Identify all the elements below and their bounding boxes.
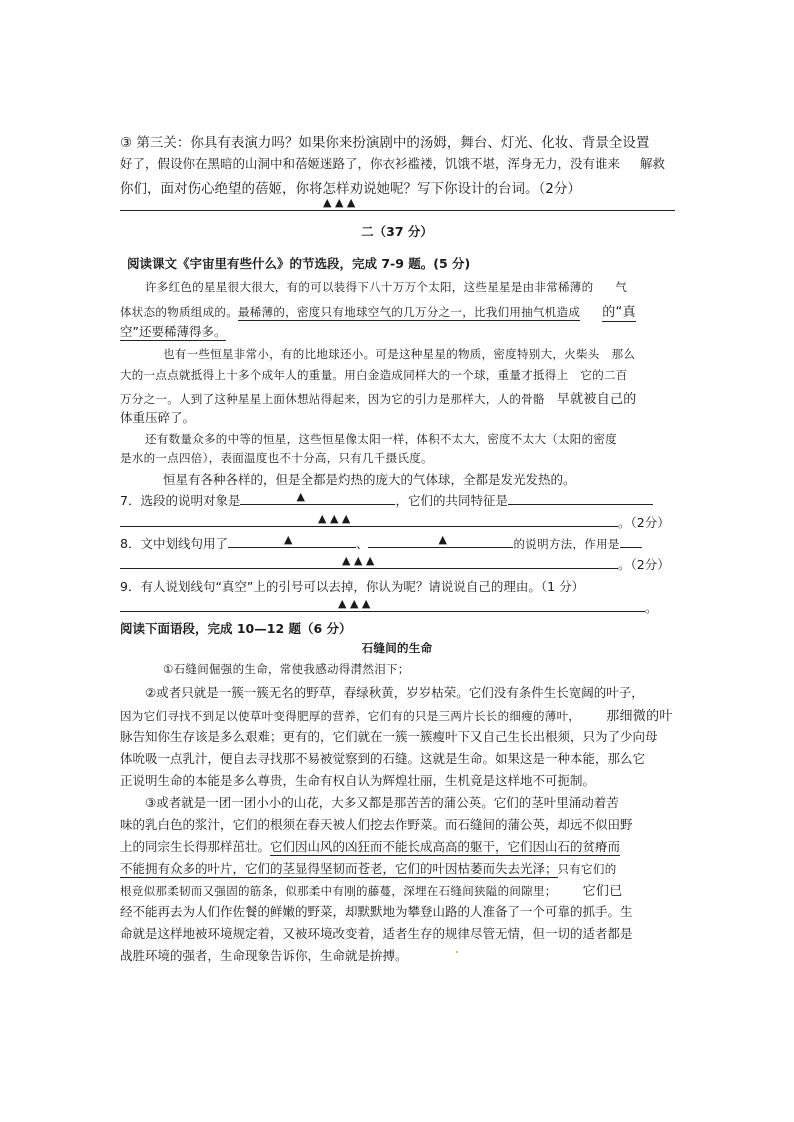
q3-line-3: 你们，面对伤心绝望的蓓姬，你将怎样劝说她呢？写下你设计的台词。（2分） — [120, 181, 581, 197]
reading2-heading: 阅读下面语段，完成 10—12 题（6 分） — [120, 621, 352, 636]
reading1-p2-line2: 大的一点点就抵得上十多个成年人的重量。用白金造成同样大的一个球，重量才抵得上 它的二百 — [120, 368, 628, 382]
q3-line-1: ③ 第三关：你具有表演力吗？如果你来扮演剧中的汤姆，舞台、灯光、化妆、背景全设置 — [120, 135, 650, 151]
q7-blank-object[interactable]: ▲ — [240, 491, 395, 505]
reading2-p3-line6: 经不能再去为人们作佐餐的鲜嫩的野菜，却默默地为攀登山路的人准备了一个可靠的抓手。生 — [120, 904, 633, 919]
reading1-p3-line1: 还有数量众多的中等的恒星，这些恒星像太阳一样，体积不太大，密度不太大（太阳的密度 — [145, 432, 617, 446]
q9-line1: 9．有人说划线句“真空”上的引号可以去掉，你认为呢？请说说自己的理由。（1 分） — [120, 579, 585, 594]
reading1-p2-line3: 万分之一。人到了这种星星上面休想站得起来，因为它的引力是那样大，人的骨骼 早就被自己的 — [120, 392, 637, 407]
q8-blank-method-1[interactable]: ▲ — [228, 534, 356, 548]
reading2-p1: ①石缝间倔强的生命，常使我感动得潸然泪下； — [163, 662, 410, 676]
reading1-heading: 阅读课文《宇宙里有些什么》的节选段，完成 7-9 题。(5 分) — [127, 256, 471, 271]
underlined-passage-part1: 它们因山风的凶狂而不能长成高高的躯干，它们因山石的贫瘠而 — [270, 839, 621, 854]
q8-blank-effect-b[interactable]: ▲ ▲ ▲ — [120, 555, 618, 569]
reading2-p3-line1: ③或者就是一团一团小小的山花，大多又都是那苦苦的蒲公英。它们的茎叶里涌动着苦 — [145, 795, 619, 810]
reading2-p3-line8: 战胜环境的强者，生命现象告诉你，生命就是拚搏。 — [120, 948, 408, 963]
underlined-sentence-part1: 最稀薄的，密度只有地球空气的几万分之一，比我们用抽气机造成 — [238, 305, 581, 319]
q3-answer-marks: ▲ ▲ ▲ — [323, 196, 356, 209]
reading1-p4: 恒星有各种各样的，但是全都是灼热的庞大的气体球，全都是发光发热的。 — [163, 472, 576, 487]
reading2-p2-line4: 体吮吸一点乳汁，便自去寻找那不易被觉察到的石缝。这就是生命。如果这是一种本能，那么它 — [120, 751, 646, 766]
reading2-p2-line3: 脉告知你生存该是多么艰难；更有的，它们就在一簇一簇瘦叶下又自己生长出根须，只为了少向母 — [120, 729, 658, 744]
reading2-p3-line4: 不能拥有众多的叶片，它们的茎显得坚韧而苍老，它们的叶因枯萎而失去光泽；只有它们的 — [120, 861, 617, 876]
q8-line2: ▲ ▲ ▲ 。（2分） — [120, 555, 670, 573]
reading2-p3-line5: 根竞似那柔韧而又强固的筋条，似那柔中有刚的藤蔓，深埋在石缝间狭隘的间隙里； 它们已 — [120, 884, 623, 899]
reading2-p2-line2: 因为它们寻找不到足以使草叶变得肥厚的营养，它们有的只是三两片长长的细瘦的薄叶， 那细微的叶 — [120, 709, 673, 724]
stray-dot — [456, 951, 458, 953]
underlined-passage-part2: 不能拥有众多的叶片，它们的茎显得坚韧而苍老，它们的叶因枯萎而失去光泽； — [120, 861, 558, 876]
reading1-p2-line4: 体重压碎了。 — [120, 410, 196, 425]
reading1-p3-line2: 是水的一点四倍），表面温度也不十分高，只有几千摄氏度。 — [120, 451, 433, 465]
reading1-p1-line1: 许多红色的星星很大很大，有的可以装得下八十万万个太阳，这些星星是由非常稀薄的 气 — [145, 280, 628, 294]
q7-blank-feature-a[interactable] — [508, 491, 653, 505]
reading2-p3-line2: 味的乳白色的浆汁，它们的根须在春天被人们挖去作野菜。而石缝间的蒲公英，却远不似田野 — [120, 817, 633, 832]
q8-blank-method-2[interactable]: ▲ — [368, 534, 513, 548]
section-2-title: 二（37 分） — [361, 224, 433, 239]
reading2-p3-line7: 命就是这样地被环境规定着，又被环境改变着，适者生存的规律尽管无情，但一切的适者都是 — [120, 926, 633, 941]
reading2-p2-line5: 正说明生命的本能是多么尊贵，生命有权自认为辉煌壮丽，生机竟是这样地不可扼制。 — [120, 773, 596, 788]
q7-blank-feature-b[interactable]: ▲ ▲ ▲ — [120, 513, 618, 527]
reading2-title: 石缝间的生命 — [361, 641, 433, 655]
q8-blank-effect-a[interactable] — [620, 534, 642, 548]
q9-blank-answer[interactable]: ▲ ▲ ▲ — [120, 598, 645, 612]
q8-line1: 8．文中划线句用了 ▲ 、 ▲ 的说明方法，作用是 — [120, 534, 642, 552]
q7-line2: ▲ ▲ ▲ 。（2分） — [120, 513, 670, 531]
q7-line1: 7．选段的说明对象是 ▲ ，它们的共同特征是 — [120, 491, 653, 509]
reading2-p3-line3: 上的同宗生长得那样茁壮。它们因山风的凶狂而不能长成高高的躯干，它们因山石的贫瘠而 — [120, 839, 621, 854]
reading1-p1-line2: 体状态的物质组成的。最稀薄的，密度只有地球空气的几万分之一，比我们用抽气机造成 的“真 — [120, 305, 636, 320]
q9-line2: ▲ ▲ ▲ 。 — [120, 598, 658, 616]
q3-line-2: 好了，假设你在黑暗的山洞中和蓓姬迷路了，你衣衫褴褛，饥饿不堪，浑身无力，没有谁来 解救 — [120, 156, 666, 171]
reading1-p1-line3 — [120, 322, 226, 340]
reading1-p2-line1: 也有一些恒星非常小，有的比地球还小。可是这种星星的物质，密度特别大，火柴头 那么 — [163, 347, 636, 361]
underlined-sentence-part2: 空”还要稀薄得多。 — [120, 324, 227, 339]
reading2-p2-line1: ②或者只就是一簇一簇无名的野草，春绿秋黄，岁岁枯荣。它们没有条件生长宽阔的叶子， — [145, 685, 644, 700]
q3-answer-line[interactable] — [120, 210, 675, 211]
